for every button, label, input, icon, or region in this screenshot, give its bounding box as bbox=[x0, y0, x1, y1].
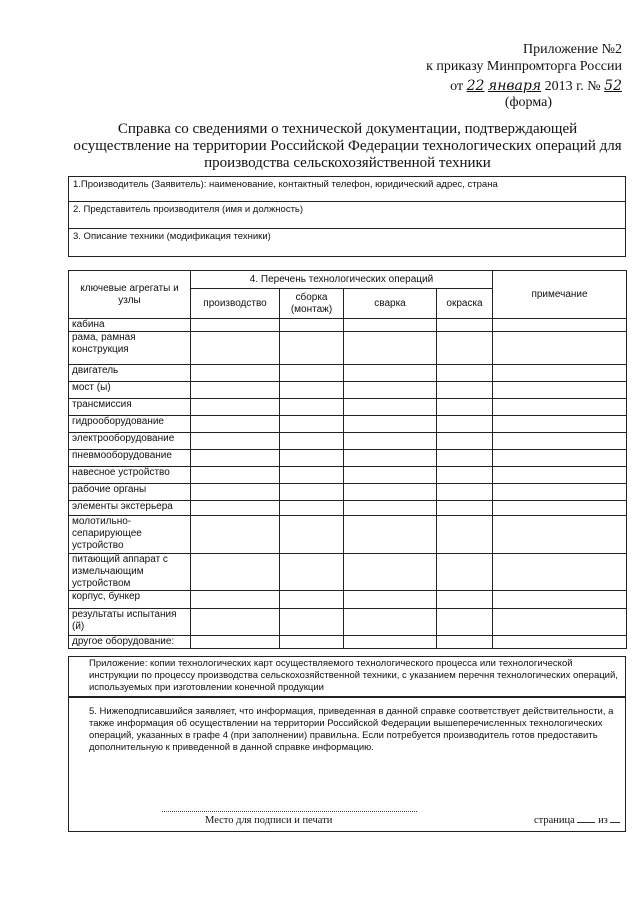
table-cell[interactable] bbox=[344, 332, 437, 365]
header-welding: сварка bbox=[344, 289, 437, 319]
table-row bbox=[69, 554, 627, 591]
table-cell[interactable] bbox=[493, 467, 627, 484]
field-manufacturer[interactable] bbox=[68, 176, 626, 202]
table-cell[interactable] bbox=[344, 382, 437, 399]
table-cell[interactable] bbox=[344, 484, 437, 501]
table-cell[interactable] bbox=[493, 365, 627, 382]
field-machine-description[interactable] bbox=[68, 228, 626, 257]
table-cell[interactable] bbox=[280, 433, 344, 450]
row-unit-label: двигатель bbox=[69, 365, 191, 382]
table-cell[interactable] bbox=[437, 609, 493, 636]
row-unit-label: корпус, бункер bbox=[69, 591, 191, 609]
table-cell[interactable] bbox=[191, 516, 280, 554]
operations-table bbox=[68, 270, 627, 649]
table-cell[interactable] bbox=[280, 319, 344, 332]
table-cell[interactable] bbox=[344, 433, 437, 450]
table-cell[interactable] bbox=[280, 467, 344, 484]
signature-label: Место для подписи и печати bbox=[205, 815, 333, 826]
table-cell[interactable] bbox=[493, 501, 627, 516]
table-cell[interactable] bbox=[493, 450, 627, 467]
table-cell[interactable] bbox=[493, 416, 627, 433]
handwritten-month: января bbox=[487, 78, 542, 94]
header-production: производство bbox=[191, 289, 280, 319]
table-row bbox=[69, 416, 627, 433]
table-cell[interactable] bbox=[191, 433, 280, 450]
table-cell[interactable] bbox=[191, 365, 280, 382]
order-year: 2013 bbox=[544, 79, 573, 94]
row-unit-label: навесное устройство bbox=[69, 467, 191, 484]
table-cell[interactable] bbox=[344, 467, 437, 484]
table-row bbox=[69, 609, 627, 636]
table-cell[interactable] bbox=[191, 501, 280, 516]
table-cell[interactable] bbox=[437, 450, 493, 467]
table-cell[interactable] bbox=[191, 636, 280, 649]
table-cell[interactable] bbox=[437, 319, 493, 332]
table-row bbox=[69, 516, 627, 554]
table-cell[interactable] bbox=[344, 516, 437, 554]
table-cell[interactable] bbox=[280, 484, 344, 501]
table-cell[interactable] bbox=[344, 609, 437, 636]
table-cell[interactable] bbox=[280, 501, 344, 516]
table-cell[interactable] bbox=[437, 501, 493, 516]
table-cell[interactable] bbox=[344, 319, 437, 332]
row-unit-label: рабочие органы bbox=[69, 484, 191, 501]
table-cell[interactable] bbox=[280, 591, 344, 609]
table-cell[interactable] bbox=[280, 416, 344, 433]
table-row bbox=[69, 484, 627, 501]
page-counter bbox=[534, 815, 624, 827]
table-row bbox=[69, 332, 627, 365]
table-row bbox=[69, 319, 627, 332]
table-cell[interactable] bbox=[191, 484, 280, 501]
row-unit-label: мост (ы) bbox=[69, 382, 191, 399]
table-cell[interactable] bbox=[191, 416, 280, 433]
header-units: ключевые агрегаты и узлы bbox=[69, 271, 191, 319]
table-cell[interactable] bbox=[191, 332, 280, 365]
table-cell[interactable] bbox=[493, 484, 627, 501]
row-unit-label: трансмиссия bbox=[69, 399, 191, 416]
table-cell[interactable] bbox=[437, 467, 493, 484]
table-cell[interactable] bbox=[344, 365, 437, 382]
table-cell[interactable] bbox=[280, 516, 344, 554]
table-row bbox=[69, 591, 627, 609]
table-cell[interactable] bbox=[344, 399, 437, 416]
row-unit-label: кабина bbox=[69, 319, 191, 332]
declaration-text: 5. Нижеподписавшийся заявляет, что информация, приведенная в данной справке соответствует действительности, а также информация об осуществлении на территории Российской Федерации вышеперечисленных технологических операций, указанных в графе 4 (при заполнении) правильна. Если потребуется производитель готов предоставить дополнительную к приведенной в данной справке информацию. bbox=[89, 706, 614, 753]
header-notes: примечание bbox=[493, 271, 627, 319]
handwritten-day: 22 bbox=[466, 78, 485, 94]
row-unit-label: элементы экстерьера bbox=[69, 501, 191, 516]
table-cell[interactable] bbox=[344, 501, 437, 516]
date-prefix: от bbox=[450, 79, 464, 94]
table-cell[interactable] bbox=[437, 636, 493, 649]
table-cell[interactable] bbox=[437, 433, 493, 450]
table-cell[interactable] bbox=[280, 450, 344, 467]
header-operations: 4. Перечень технологических операций bbox=[191, 271, 493, 289]
table-cell[interactable] bbox=[280, 382, 344, 399]
field-representative[interactable] bbox=[68, 201, 626, 229]
row-unit-label: рама, рамная конструкция bbox=[69, 332, 191, 365]
table-cell[interactable] bbox=[191, 591, 280, 609]
row-unit-label: молотильно-сепарирующее устройство bbox=[69, 516, 191, 554]
table-cell[interactable] bbox=[280, 332, 344, 365]
table-cell[interactable] bbox=[437, 332, 493, 365]
year-suffix: г. № bbox=[576, 79, 601, 94]
table-cell[interactable] bbox=[344, 554, 437, 591]
field-machine-description-label: 3. Описание техники (модификация техники) bbox=[73, 231, 271, 242]
table-cell[interactable] bbox=[437, 416, 493, 433]
table-cell[interactable] bbox=[437, 382, 493, 399]
table-cell[interactable] bbox=[493, 591, 627, 609]
table-cell[interactable] bbox=[437, 484, 493, 501]
table-cell[interactable] bbox=[191, 382, 280, 399]
table-cell[interactable] bbox=[493, 516, 627, 554]
table-cell[interactable] bbox=[493, 609, 627, 636]
row-unit-label: гидрооборудование bbox=[69, 416, 191, 433]
table-row bbox=[69, 433, 627, 450]
table-cell[interactable] bbox=[437, 399, 493, 416]
table-row bbox=[69, 365, 627, 382]
table-cell[interactable] bbox=[437, 365, 493, 382]
table-cell[interactable] bbox=[344, 416, 437, 433]
table-cell[interactable] bbox=[191, 319, 280, 332]
table-cell[interactable] bbox=[191, 554, 280, 591]
table-row bbox=[69, 636, 627, 649]
table-cell[interactable] bbox=[493, 433, 627, 450]
table-row bbox=[69, 382, 627, 399]
field-representative-label: 2. Представитель производителя (имя и должность) bbox=[73, 204, 304, 215]
table-cell[interactable] bbox=[437, 516, 493, 554]
header-assembly: сборка (монтаж) bbox=[280, 289, 344, 319]
table-row bbox=[69, 501, 627, 516]
appendix-note: Приложение: копии технологических карт осуществляемого технологического процесса или технологической инструкции по процессу производства сельскохозяйственной техники, с указанием перечня технологических операций, используемых при изготовлении конечной продукции bbox=[68, 656, 626, 697]
table-row bbox=[69, 450, 627, 467]
form-label: (форма) bbox=[504, 95, 552, 110]
table-cell[interactable] bbox=[493, 636, 627, 649]
table-cell[interactable] bbox=[493, 332, 627, 365]
table-cell[interactable] bbox=[344, 450, 437, 467]
table-cell[interactable] bbox=[493, 554, 627, 591]
table-cell[interactable] bbox=[280, 636, 344, 649]
table-cell[interactable] bbox=[344, 636, 437, 649]
table-cell[interactable] bbox=[280, 609, 344, 636]
table-cell[interactable] bbox=[280, 554, 344, 591]
row-unit-label: питающий аппарат с измельчающим устройством bbox=[69, 554, 191, 591]
table-cell[interactable] bbox=[437, 591, 493, 609]
table-cell[interactable] bbox=[191, 450, 280, 467]
table-cell[interactable] bbox=[493, 399, 627, 416]
document-title: Справка со сведениями о технической документации, подтверждающей осуществление на территории Российской Федерации технологических операций для производства сельскохозяйственной техники bbox=[73, 121, 622, 171]
field-manufacturer-label: 1.Производитель (Заявитель): наименование, контактный телефон, юридический адрес, страна bbox=[73, 179, 498, 190]
table-cell[interactable] bbox=[493, 319, 627, 332]
table-cell[interactable] bbox=[344, 591, 437, 609]
table-cell[interactable] bbox=[437, 554, 493, 591]
page-label: страница bbox=[534, 815, 575, 826]
order-date-line bbox=[450, 78, 622, 95]
appendix-number: Приложение №2 bbox=[523, 42, 622, 57]
table-row bbox=[69, 467, 627, 484]
row-unit-label: пневмооборудование bbox=[69, 450, 191, 467]
row-unit-label: другое оборудование: bbox=[69, 636, 191, 649]
header-painting: окраска bbox=[437, 289, 493, 319]
table-row bbox=[69, 399, 627, 416]
table-cell[interactable] bbox=[191, 467, 280, 484]
row-unit-label: результаты испытания (й) bbox=[69, 609, 191, 636]
order-reference: к приказу Минпромторга России bbox=[426, 59, 622, 74]
table-cell[interactable] bbox=[280, 365, 344, 382]
handwritten-number: 52 bbox=[604, 78, 622, 94]
row-unit-label: электрооборудование bbox=[69, 433, 191, 450]
table-cell[interactable] bbox=[493, 382, 627, 399]
table-cell[interactable] bbox=[191, 609, 280, 636]
signature-line[interactable] bbox=[162, 811, 417, 812]
table-cell[interactable] bbox=[280, 399, 344, 416]
table-cell[interactable] bbox=[191, 399, 280, 416]
of-label: из bbox=[598, 815, 608, 826]
